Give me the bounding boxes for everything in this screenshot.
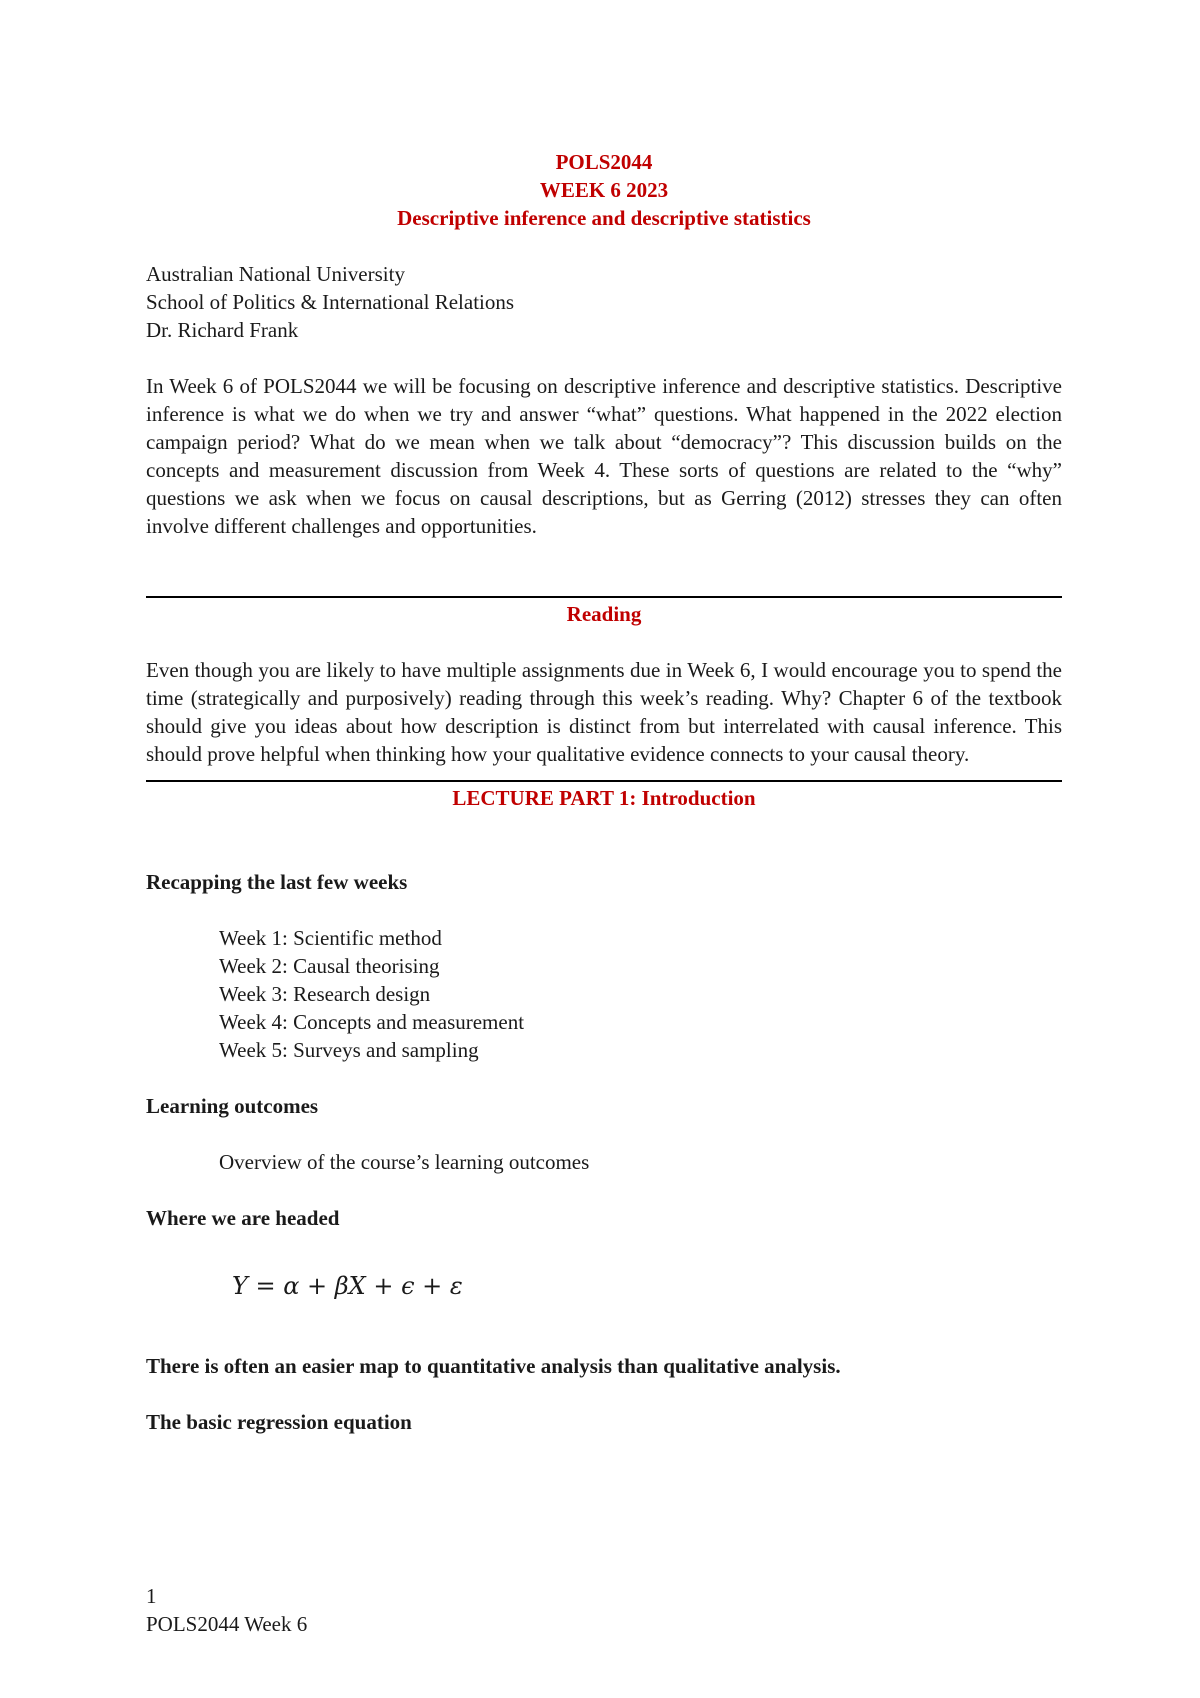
easier-map-statement: There is often an easier map to quantitative analysis than qualitative analysis. [146, 1354, 841, 1378]
footer-label: POLS2044 Week 6 [146, 1612, 308, 1636]
regression-equation-image [146, 1250, 516, 1322]
lecturer-name: Dr. Richard Frank [146, 318, 299, 342]
page-footer [146, 1582, 307, 1638]
affiliation-block [146, 260, 1062, 344]
list-item: Week 3: Research design [219, 982, 431, 1006]
title-block [146, 148, 1062, 232]
outcomes-heading: Learning outcomes [146, 1094, 319, 1118]
recap-heading: Recapping the last few weeks [146, 870, 408, 894]
course-code: POLS2044 [555, 150, 653, 174]
lecture-heading: LECTURE PART 1: Introduction [452, 786, 756, 810]
weeks-list [146, 924, 1062, 1064]
outcomes-text: Overview of the course’s learning outcomes [219, 1150, 590, 1174]
list-item: Week 4: Concepts and measurement [219, 1010, 525, 1034]
list-item: Week 2: Causal theorising [219, 954, 440, 978]
list-item: Week 5: Surveys and sampling [219, 1038, 479, 1062]
reading-paragraph: Even though you are likely to have multiple assignments due in Week 6, I would encourage you to spend the time (strategically and purposively) reading through this week’s reading. Why? Chapter 6 of the textbook should give you ideas about how description is distinct from but interrelated with causal inference. This should prove helpful when thinking how your qualitative evidence connects to your causal theory. [146, 658, 1062, 766]
school-name: School of Politics & International Relations [146, 290, 515, 314]
list-item: Week 1: Scientific method [219, 926, 442, 950]
headed-heading: Where we are headed [146, 1206, 340, 1230]
week-title: WEEK 6 2023 [539, 178, 669, 202]
document-subtitle: Descriptive inference and descriptive statistics [397, 206, 811, 230]
intro-paragraph: In Week 6 of POLS2044 we will be focusing on descriptive inference and descriptive statistics. Descriptive inference is what we do when we try and answer “what” questions. What happened in the 2022 election campaign period? What do we mean when we talk about “democracy”? This discussion builds on the concepts and measurement discussion from Week 4. These sorts of questions are related to the “why” questions we ask when we focus on causal descriptions, but as Gerring (2012) stresses they can often involve different challenges and opportunities. [146, 374, 1062, 538]
regression-heading: The basic regression equation [146, 1410, 412, 1434]
university-name: Australian National University [146, 262, 405, 286]
page-number: 1 [146, 1584, 157, 1608]
reading-heading: Reading [566, 602, 642, 626]
regression-equation: Y = α + βX + ϵ + ε [232, 1272, 463, 1300]
document-page [146, 148, 1062, 1436]
